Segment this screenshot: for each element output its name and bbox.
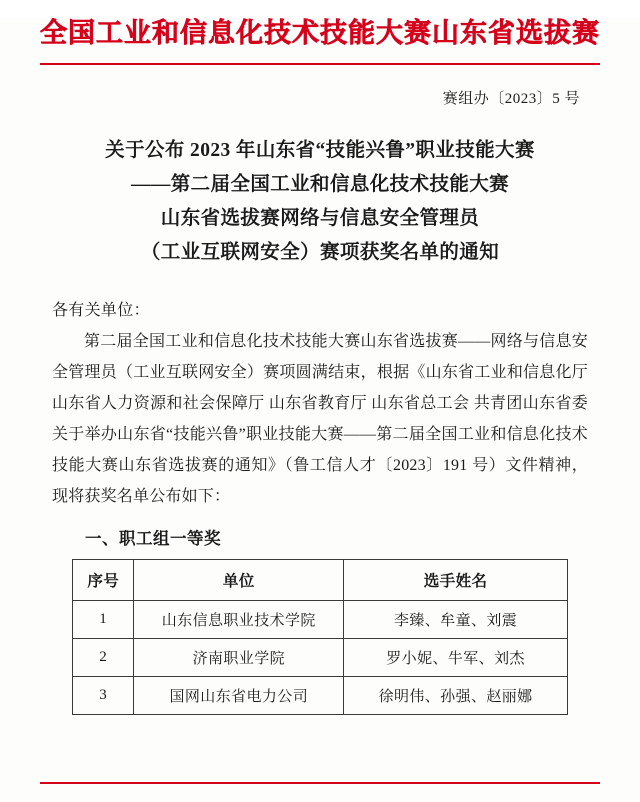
body-paragraph: 第二届全国工业和信息化技术技能大赛山东省选拔赛——网络与信息安全管理员（工业互联网安全）赛项圆满结束，根据《山东省工业和信息化厅 山东省人力资源和社会保障厅 山东省教育厅 山东省总工会 共青团山东省委关于举办山东省“技能兴鲁”职业技能大赛——第二届全国工业和信息化技术技能大赛山东省选拔赛的通知》（鲁工信人才〔2023〕191 号）文件精神，现将获奖名单公布如下： [52,332,588,506]
table-row [73,676,568,714]
column-header-names: 选手姓名 [344,559,568,600]
document-page [0,18,640,802]
table-row [73,600,568,638]
cell-names: 罗小妮、牛军、刘杰 [344,638,568,676]
cell-unit: 济南职业学院 [134,638,344,676]
document-title-line-1: 关于公布 2023 年山东省“技能兴鲁”职业技能大赛 [105,140,535,162]
table-header-row [73,559,568,600]
document-title-line-4: （工业互联网安全）赛项获奖名单的通知 [140,242,500,264]
masthead [40,18,600,65]
masthead-title: 全国工业和信息化技术技能大赛山东省选拔赛 [40,18,600,48]
document-title-line-2: ——第二届全国工业和信息化技术技能大赛 [130,174,510,196]
masthead-divider [40,63,600,65]
cell-index: 2 [73,638,134,676]
cell-index: 3 [73,676,134,714]
cell-names: 徐明伟、孙强、赵丽娜 [344,676,568,714]
cell-unit: 山东信息职业技术学院 [134,600,344,638]
cell-index: 1 [73,600,134,638]
document-number: 赛组办〔2023〕5 号 [442,91,580,108]
salutation: 各有关单位： [52,301,150,319]
cell-unit: 国网山东省电力公司 [134,676,344,714]
award-table [72,559,568,715]
column-header-index: 序号 [73,559,134,600]
section-heading: 一、职工组一等奖 [85,528,221,548]
table-row [73,638,568,676]
cell-names: 李臻、牟童、刘震 [344,600,568,638]
document-title-line-3: 山东省选拔赛网络与信息安全管理员 [160,208,480,230]
column-header-unit: 单位 [134,559,344,600]
document-title [64,134,576,271]
